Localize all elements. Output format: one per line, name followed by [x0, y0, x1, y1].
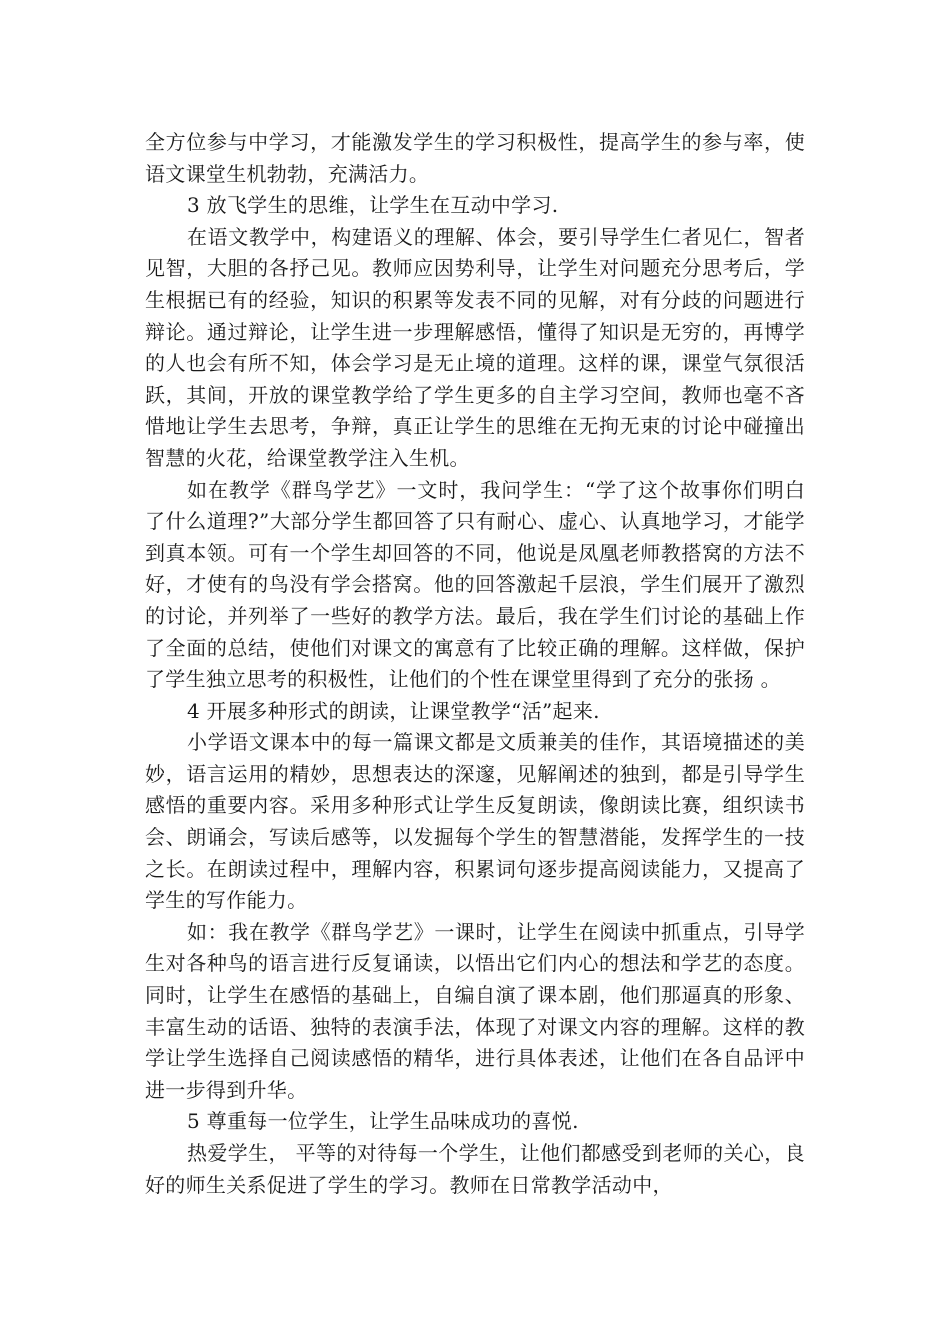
section-heading-4: 4 开展多种形式的朗读，让课堂教学“活”起来. — [187, 698, 600, 723]
paragraph-discussion: 在语文教学中，构建语义的理解、体会，要引导学生仁者见仁，智者见智，大胆的各抒己见。教师应因势利导，让学生对问题充分思考后，学生根据已有的经验，知识的积累等发表不同的见解，对有分歧的问题进行辩论。通过辩论，让学生进一步理解感悟，懂得了知识是无穷的，再博学的人也会有所不知，体会学习是无止境的道理。这样的课，课堂气氛很活跃，其间，开放的课堂教学给了学生更多的自主学习空间，教师也毫不吝惜地让学生去思考，争辩，真正让学生的思维在无拘无束的讨论中碰撞出智慧的火花，给课堂教学注入生机。 — [145, 224, 805, 470]
section-heading-3: 3 放飞学生的思维，让学生在互动中学习. — [187, 193, 559, 218]
paragraph-example-play: 如：我在教学《群鸟学艺》一课时，让学生在阅读中抓重点，引导学生对各种鸟的语言进行反复诵读，以悟出它们内心的想法和学艺的态度。同时，让学生在感悟的基础上，自编自演了课本剧，他们那逼真的形象、丰富生动的话语、独特的表演手法，体现了对课文内容的理解。这样的教学让学生选择自己阅读感悟的精华，进行具体表述，让他们在各自品评中进一步得到升华。 — [145, 919, 805, 1102]
paragraph-continuation: 全方位参与中学习，才能激发学生的学习积极性，提高学生的参与率，使语文课堂生机勃勃，充满活力。 — [145, 130, 805, 186]
section-heading-5: 5 尊重每一位学生，让学生品味成功的喜悦. — [187, 1109, 579, 1134]
paragraph-respect: 热爱学生， 平等的对待每一个学生，让他们都感受到老师的关心，良好的师生关系促进了学生的学习。教师在日常教学活动中， — [145, 1141, 805, 1197]
paragraph-example-birds: 如在教学《群鸟学艺》一文时，我问学生：“学了这个故事你们明白了什么道理?”大部分学生都回答了只有耐心、虚心、认真地学习，才能学到真本领。可有一个学生却回答的不同，他说是凤凰老师教搭窝的方法不好，才使有的鸟没有学会搭窝。他的回答激起千层浪，学生们展开了激烈的讨论，并列举了一些好的教学方法。最后，我在学生们讨论的基础上作了全面的总结，使他们对课文的寓意有了比较正确的理解。这样做，保护了学生独立思考的积极性，让他们的个性在课堂里得到了充分的张扬 。 — [145, 477, 805, 692]
document-page — [145, 127, 805, 1201]
paragraph-reading: 小学语文课本中的每一篇课文都是文质兼美的佳作，其语境描述的美妙，语言运用的精妙，思想表达的深邃，见解阐述的独到，都是引导学生感悟的重要内容。采用多种形式让学生反复朗读，像朗读比赛，组织读书会、朗诵会，写读后感等，以发掘每个学生的智慧潜能，发挥学生的一技之长。在朗读过程中，理解内容，积累词句逐步提高阅读能力，又提高了学生的写作能力。 — [145, 730, 805, 913]
